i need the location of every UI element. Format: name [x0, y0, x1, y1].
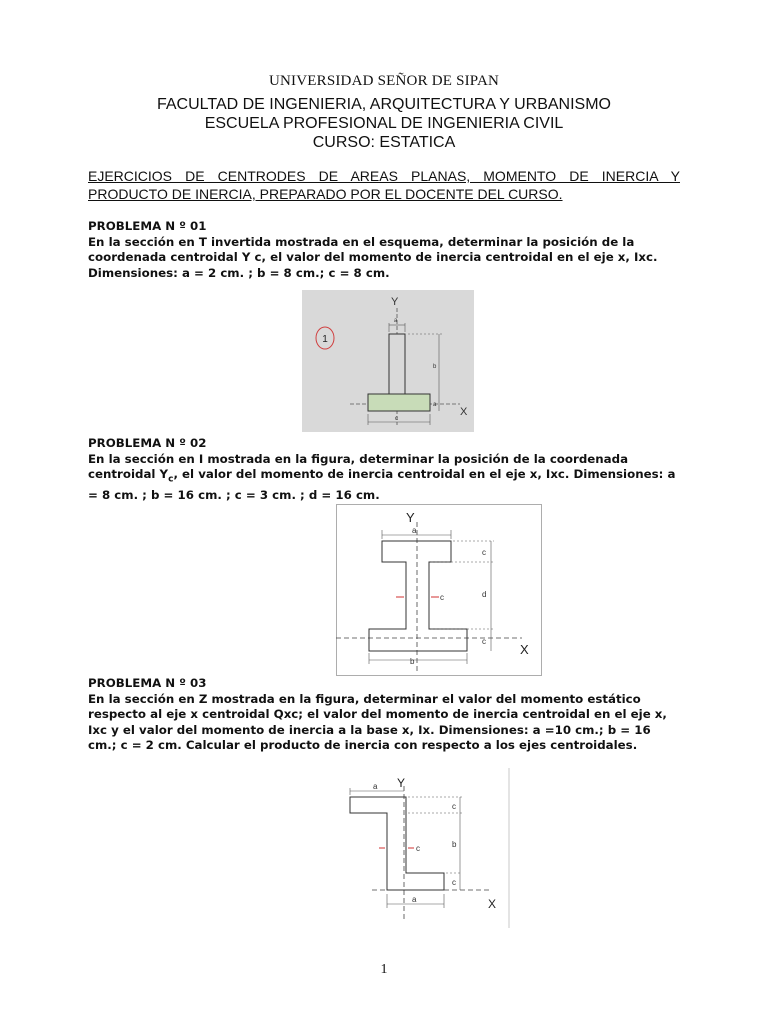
problem-3	[88, 676, 680, 754]
faculty-name: FACULTAD DE INGENIERIA, ARQUITECTURA Y URBANISMO	[156, 96, 611, 113]
problem-3-text: En la sección en Z mostrada en la figura, determinar el valor del momento estático respecto al eje x centroidal Qxc; el valor del momento de inercia centroidal en el eje x, Ixc y el valor del momento de inercia a la base x, Ix. Dimensiones: a =10 cm.; b = 16 cm.; c = 2 cm. Calcular el producto de inercia con respecto a los ejes centroidales.	[88, 691, 667, 752]
problem-2-heading: PROBLEMA N º 02	[88, 436, 207, 450]
problem-1	[88, 219, 680, 281]
figure-i-section	[336, 504, 542, 676]
figure-3-c-bottom: c	[452, 878, 456, 887]
figure-1-y-label: Y	[391, 296, 399, 308]
problem-3-heading: PROBLEMA N º 03	[88, 676, 207, 690]
figure-1-x-label: X	[460, 406, 468, 418]
course-name: CURSO: ESTATICA	[312, 134, 456, 151]
figure-2-d: d	[482, 590, 487, 599]
figure-1-a-top: a	[394, 318, 398, 324]
problem-2	[88, 436, 680, 503]
figure-1-c: c	[395, 416, 398, 422]
figure-number: 1	[322, 334, 328, 345]
figure-2-b: b	[410, 657, 415, 666]
university-name: UNIVERSIDAD SEÑOR DE SIPAN	[268, 73, 500, 89]
document-title: EJERCICIOS DE CENTRODES DE AREAS PLANAS, MOMENTO DE INERCIA Y PRODUCTO DE INERCIA, PREPARADO POR EL DOCENTE DEL CURSO.	[88, 168, 680, 202]
figure-2-x-label: X	[520, 642, 529, 657]
figure-3-a-bottom: a	[412, 895, 417, 904]
figure-1-b: b	[433, 364, 437, 370]
figure-z-section	[336, 768, 510, 928]
figure-2-y-label: Y	[406, 510, 415, 525]
figure-2-c-top: c	[482, 548, 486, 557]
figure-3-a-top: a	[373, 782, 378, 791]
figure-inverted-t	[302, 290, 474, 432]
figure-3-c-web: c	[416, 844, 420, 853]
figure-3-x-label: X	[488, 897, 497, 911]
figure-2-c-web: c	[440, 593, 444, 602]
school-name: ESCUELA PROFESIONAL DE INGENIERIA CIVIL	[204, 115, 564, 132]
problem-2-text: En la sección en I mostrada en la figura, determinar la posición de la coordenada centroidal $Y_c$, el valor del momento de inercia centroidal en el eje x, Ixc. Dimensiones: a = 8 cm. ; b = 16 cm. ; c = 3 cm. ; d = 16 cm.	[88, 451, 676, 502]
figure-3-c-top: c	[452, 802, 456, 811]
problem-1-text: En la sección en T invertida mostrada en el esquema, determinar la posición de la coordenada centroidal Y c, el valor del momento de inercia centroidal en el eje x, Ixc. Dimensiones: a = 2 cm. ; b = 8 cm.; c = 8 cm.	[88, 234, 658, 280]
figure-3-y-label: Y	[397, 776, 406, 790]
figure-2-c-bottom: c	[482, 637, 486, 646]
figure-2-a: a	[412, 526, 417, 535]
page-number: 1	[380, 962, 388, 977]
figure-1-a-right: a	[433, 402, 437, 408]
figure-3-b: b	[452, 840, 457, 849]
problem-1-heading: PROBLEMA N º 01	[88, 219, 207, 233]
